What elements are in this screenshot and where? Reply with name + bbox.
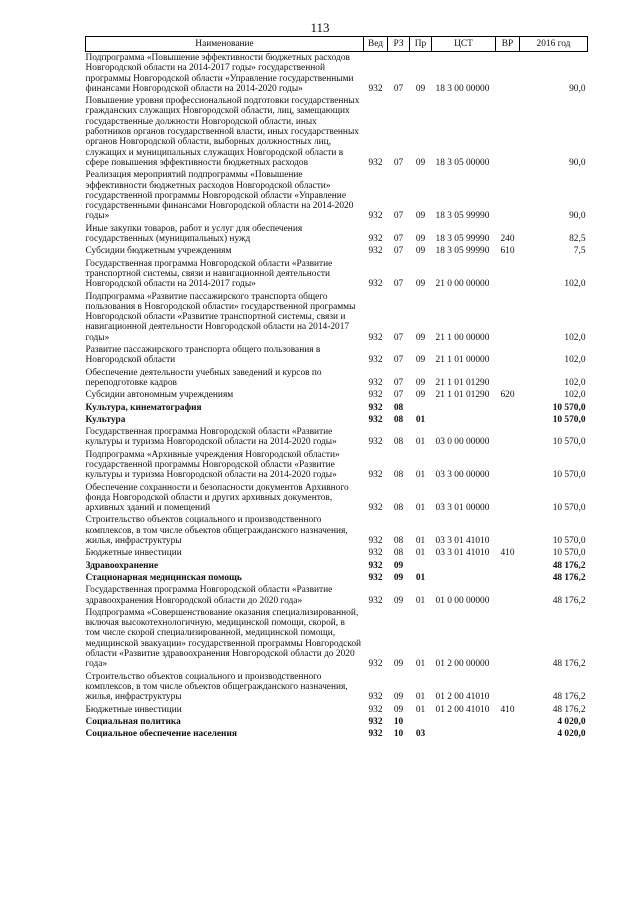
cell-vr: 410: [500, 704, 515, 715]
header-name: Наименование: [86, 37, 364, 52]
cell-rz: 07: [393, 332, 404, 343]
table-row: [86, 52, 588, 96]
cell-vr: [496, 560, 520, 572]
cell-name: Обеспечение деятельности учебных заведений и курсов по переподготовке кадров: [85, 367, 322, 388]
cell-ved: 932: [368, 377, 383, 388]
cell-vr: [496, 402, 520, 414]
table-row: [86, 449, 588, 482]
cell-sum: 48 176,2: [552, 572, 586, 583]
table-row: [86, 547, 588, 559]
cell-name: Стационарная медицинская помощь: [85, 572, 242, 583]
cell-pr: [410, 716, 432, 728]
cell-ved: 932: [368, 470, 383, 481]
cell-vr: 610: [500, 246, 515, 257]
cell-sum: 10 570,0: [552, 437, 586, 448]
cell-name: Бюджетные инвестиции: [85, 704, 182, 715]
cell-sum: 48 176,2: [552, 560, 586, 571]
cell-vr: [496, 52, 520, 96]
cell-sum: 48 176,2: [552, 692, 586, 703]
cell-rz: 08: [393, 536, 404, 547]
cell-cst: [432, 560, 496, 572]
header-rz: РЗ: [388, 37, 410, 52]
cell-ved: 932: [368, 503, 383, 514]
cell-rz: 08: [393, 402, 404, 413]
cell-rz: 08: [393, 503, 404, 514]
cell-ved: 932: [368, 692, 383, 703]
cell-ved: 932: [368, 402, 383, 413]
table-row: [86, 344, 588, 367]
cell-vr: [496, 449, 520, 482]
cell-sum: 90,0: [569, 211, 586, 222]
header-cst: ЦСТ: [432, 37, 496, 52]
cell-name: Подпрограмма «Повышение эффективности бюджетных расходов Новгородской области на 2014-2017 годы» государственной программы Новгородской области «Управление государственными финансами Новгородской области на 2014-2020 годы»: [85, 53, 354, 94]
cell-name: Подпрограмма «Развитие пассажирского транспорта общего пользования в Новгородской области» государственной программы Новгородской области «Развитие транспортной системы, связи и навигационной деятельности Новгородской области на 2014-2017 годы»: [85, 291, 356, 343]
cell-pr: 01: [415, 659, 426, 670]
cell-rz: 08: [393, 414, 404, 425]
cell-cst: [432, 728, 496, 740]
cell-ved: 932: [368, 716, 383, 727]
cell-ved: 932: [368, 437, 383, 448]
cell-rz: 07: [393, 246, 404, 257]
cell-rz: 07: [393, 234, 404, 245]
cell-vr: [496, 671, 520, 704]
table-body: [86, 52, 588, 741]
cell-sum: 10 570,0: [552, 402, 586, 413]
cell-pr: 01: [415, 692, 426, 703]
cell-name: Реализация мероприятий подпрограммы «Повышение эффективности бюджетных расходов Новгородской области» государственной программы Новгородской области «Управление государственными финансами Новгородской области на 2014-2020 годы»: [85, 170, 354, 222]
cell-rz: 07: [393, 377, 404, 388]
table-row: [86, 584, 588, 607]
cell-rz: 07: [393, 157, 404, 168]
cell-vr: [496, 414, 520, 426]
cell-sum: 102,0: [564, 355, 586, 366]
cell-name: Государственная программа Новгородской области «Развитие культуры и туризма Новгородской области на 2014-2020 годы»: [85, 427, 337, 448]
cell-cst: 01 0 00 00000: [435, 595, 490, 606]
cell-pr: 09: [415, 377, 426, 388]
cell-ved: 932: [368, 211, 383, 222]
cell-cst: 18 3 05 99990: [435, 234, 490, 245]
table-row: [86, 572, 588, 584]
cell-cst: 03 3 01 41010: [435, 548, 490, 559]
cell-vr: 620: [500, 390, 515, 401]
cell-vr: [496, 716, 520, 728]
cell-name: Подпрограмма «Совершенствование оказания специализированной, включая высокотехнологичную, медицинской помощи, скорой, в том числе скорой специализированной, медицинской помощи, медицинской эвакуации» государственной программы Новгородской области «Развитие здравоохранения Новгородской области до 2020 года»: [85, 607, 362, 670]
cell-pr: 01: [415, 437, 426, 448]
cell-pr: 09: [415, 279, 426, 290]
cell-ved: 932: [368, 414, 383, 425]
cell-sum: 102,0: [564, 279, 586, 290]
cell-cst: 18 3 00 00000: [435, 83, 490, 94]
cell-rz: 08: [393, 470, 404, 481]
table-row: [86, 414, 588, 426]
cell-name: Иные закупки товаров, работ и услуг для обеспечения государственных (муниципальных) нужд: [85, 223, 303, 245]
cell-name: Субсидии бюджетным учреждениям: [85, 246, 232, 257]
table-row: [86, 169, 588, 222]
cell-pr: 09: [415, 157, 426, 168]
cell-sum: 10 570,0: [552, 414, 586, 425]
cell-name: Государственная программа Новгородской области «Развитие здравоохранения Новгородской области до 2020 года»: [85, 585, 333, 606]
cell-pr: 03: [415, 729, 426, 740]
cell-cst: [432, 716, 496, 728]
cell-pr: [410, 402, 432, 414]
cell-pr: 01: [415, 704, 426, 715]
cell-ved: 932: [368, 279, 383, 290]
cell-rz: 09: [393, 560, 404, 571]
cell-cst: [432, 414, 496, 426]
cell-ved: 932: [368, 704, 383, 715]
cell-cst: 03 3 01 00000: [435, 503, 490, 514]
cell-pr: 01: [415, 470, 426, 481]
cell-sum: 10 570,0: [552, 536, 586, 547]
cell-pr: 01: [415, 536, 426, 547]
cell-vr: [496, 344, 520, 367]
cell-cst: 03 3 00 00000: [435, 470, 490, 481]
cell-pr: 09: [415, 390, 426, 401]
cell-cst: 21 1 01 01290: [435, 377, 490, 388]
cell-vr: [496, 367, 520, 390]
table-row: [86, 514, 588, 547]
cell-sum: 48 176,2: [552, 659, 586, 670]
cell-sum: 10 570,0: [552, 548, 586, 559]
cell-ved: 932: [368, 332, 383, 343]
cell-cst: 21 0 00 00000: [435, 279, 490, 290]
cell-name: Социальное обеспечение населения: [85, 729, 237, 740]
cell-name: Культура: [85, 414, 126, 425]
cell-cst: 21 1 01 00000: [435, 355, 490, 366]
table-row: [86, 426, 588, 449]
cell-vr: [496, 95, 520, 169]
cell-pr: 09: [415, 83, 426, 94]
cell-ved: 932: [368, 234, 383, 245]
cell-cst: 01 2 00 41010: [435, 704, 490, 715]
cell-vr: [496, 514, 520, 547]
cell-name: Строительство объектов социального и производственного комплексов, в том числе объектов общегражданского назначения, жилья, инфраструктуры: [85, 515, 348, 547]
cell-name: Культура, кинематография: [85, 402, 202, 413]
cell-ved: 932: [368, 536, 383, 547]
cell-cst: 01 2 00 41010: [435, 692, 490, 703]
cell-ved: 932: [368, 157, 383, 168]
cell-rz: 09: [393, 659, 404, 670]
table-row: [86, 728, 588, 740]
cell-pr: 01: [415, 503, 426, 514]
cell-rz: 08: [393, 548, 404, 559]
cell-ved: 932: [368, 246, 383, 257]
cell-cst: [432, 402, 496, 414]
cell-rz: 08: [393, 437, 404, 448]
cell-rz: 07: [393, 390, 404, 401]
cell-ved: 932: [368, 659, 383, 670]
cell-ved: 932: [368, 729, 383, 740]
cell-pr: [410, 560, 432, 572]
cell-rz: 07: [393, 211, 404, 222]
cell-pr: 01: [415, 595, 426, 606]
cell-sum: 102,0: [564, 377, 586, 388]
cell-cst: 03 0 00 00000: [435, 437, 490, 448]
cell-pr: 09: [415, 234, 426, 245]
cell-ved: 932: [368, 390, 383, 401]
cell-pr: 09: [415, 246, 426, 257]
cell-ved: 932: [368, 560, 383, 571]
cell-name: Развитие пассажирского транспорта общего пользования в Новгородской области: [85, 345, 321, 366]
cell-rz: 07: [393, 355, 404, 366]
table-row: [86, 245, 588, 257]
table-row: [86, 607, 588, 671]
cell-name: Обеспечение сохранности и безопасности документов Архивного фонда Новгородской области и других архивных документов, архивных зданий и помещений: [85, 482, 349, 514]
table-row: [86, 258, 588, 291]
cell-vr: 410: [500, 548, 515, 559]
cell-sum: 48 176,2: [552, 595, 586, 606]
cell-vr: [496, 258, 520, 291]
table-row: [86, 560, 588, 572]
table-row: [86, 223, 588, 246]
cell-cst: 03 3 01 41010: [435, 536, 490, 547]
cell-sum: 102,0: [564, 332, 586, 343]
cell-vr: [496, 482, 520, 515]
cell-vr: [496, 426, 520, 449]
cell-vr: 240: [500, 234, 515, 245]
cell-name: Строительство объектов социального и производственного комплексов, в том числе объектов общегражданского назначения, жилья, инфраструктуры: [85, 671, 348, 703]
cell-pr: 01: [415, 572, 426, 583]
table-header-row: [86, 37, 588, 52]
cell-cst: 18 3 05 99990: [435, 211, 490, 222]
cell-name: Повышение уровня профессиональной подготовки государственных гражданских служащих Новгородской области, лиц, замещающих государственные должности Новгородской области, иных работников органов государственной власти, иных государственных органов Новгородской области, выборных должностных лиц, служащих и муниципальных служащих Новгородской области в сфере повышения эффективности бюджетных расходов: [85, 96, 360, 168]
cell-name: Социальная политика: [85, 716, 181, 727]
header-vr: ВР: [496, 37, 520, 52]
cell-ved: 932: [368, 548, 383, 559]
cell-cst: 18 3 05 00000: [435, 157, 490, 168]
cell-rz: 07: [393, 83, 404, 94]
cell-rz: 09: [393, 704, 404, 715]
cell-rz: 10: [393, 716, 404, 727]
cell-vr: [496, 572, 520, 584]
page-number: 113: [310, 20, 330, 35]
cell-sum: 48 176,2: [552, 704, 586, 715]
cell-sum: 90,0: [569, 157, 586, 168]
table-row: [86, 291, 588, 344]
cell-ved: 932: [368, 595, 383, 606]
cell-sum: 102,0: [564, 390, 586, 401]
cell-name: Государственная программа Новгородской области «Развитие транспортной системы, связи и навигационной деятельности Новгородской области на 2014-2017 годы»: [85, 258, 333, 290]
cell-sum: 90,0: [569, 83, 586, 94]
table-row: [86, 716, 588, 728]
cell-vr: [496, 169, 520, 222]
cell-name: Бюджетные инвестиции: [85, 548, 182, 559]
cell-sum: 82,5: [569, 234, 586, 245]
table-row: [86, 671, 588, 704]
cell-cst: 21 1 00 00000: [435, 332, 490, 343]
header-pr: Пр: [410, 37, 432, 52]
cell-vr: [496, 728, 520, 740]
cell-rz: 09: [393, 595, 404, 606]
table-row: [86, 704, 588, 716]
cell-ved: 932: [368, 83, 383, 94]
cell-cst: 18 3 05 99990: [435, 246, 490, 257]
cell-ved: 932: [368, 572, 383, 583]
cell-pr: 09: [415, 211, 426, 222]
cell-pr: 01: [415, 414, 426, 425]
cell-sum: 4 020,0: [557, 729, 586, 740]
cell-sum: 10 570,0: [552, 470, 586, 481]
table-row: [86, 95, 588, 169]
table-row: [86, 482, 588, 515]
budget-table: [85, 36, 588, 740]
cell-ved: 932: [368, 355, 383, 366]
cell-pr: 09: [415, 355, 426, 366]
cell-sum: 4 020,0: [557, 716, 586, 727]
cell-name: Субсидии автономным учреждениям: [85, 390, 234, 401]
cell-vr: [496, 584, 520, 607]
header-ved: Вед: [364, 37, 388, 52]
cell-cst: 01 2 00 00000: [435, 659, 490, 670]
header-sum: 2016 год: [520, 37, 588, 52]
cell-pr: 01: [415, 548, 426, 559]
cell-vr: [496, 607, 520, 671]
cell-rz: 09: [393, 572, 404, 583]
cell-pr: 09: [415, 332, 426, 343]
cell-rz: 10: [393, 729, 404, 740]
table-row: [86, 389, 588, 401]
table-row: [86, 402, 588, 414]
table-row: [86, 367, 588, 390]
cell-vr: [496, 291, 520, 344]
cell-sum: 10 570,0: [552, 503, 586, 514]
cell-name: Подпрограмма «Архивные учреждения Новгородской области» государственной программы Новгородской области «Развитие культуры и туризма Новгородской области на 2014-2020 годы»: [85, 449, 340, 481]
cell-rz: 09: [393, 692, 404, 703]
cell-sum: 7,5: [573, 246, 586, 257]
cell-name: Здравоохранение: [85, 560, 159, 571]
cell-rz: 07: [393, 279, 404, 290]
cell-cst: [432, 572, 496, 584]
cell-cst: 21 1 01 01290: [435, 390, 490, 401]
